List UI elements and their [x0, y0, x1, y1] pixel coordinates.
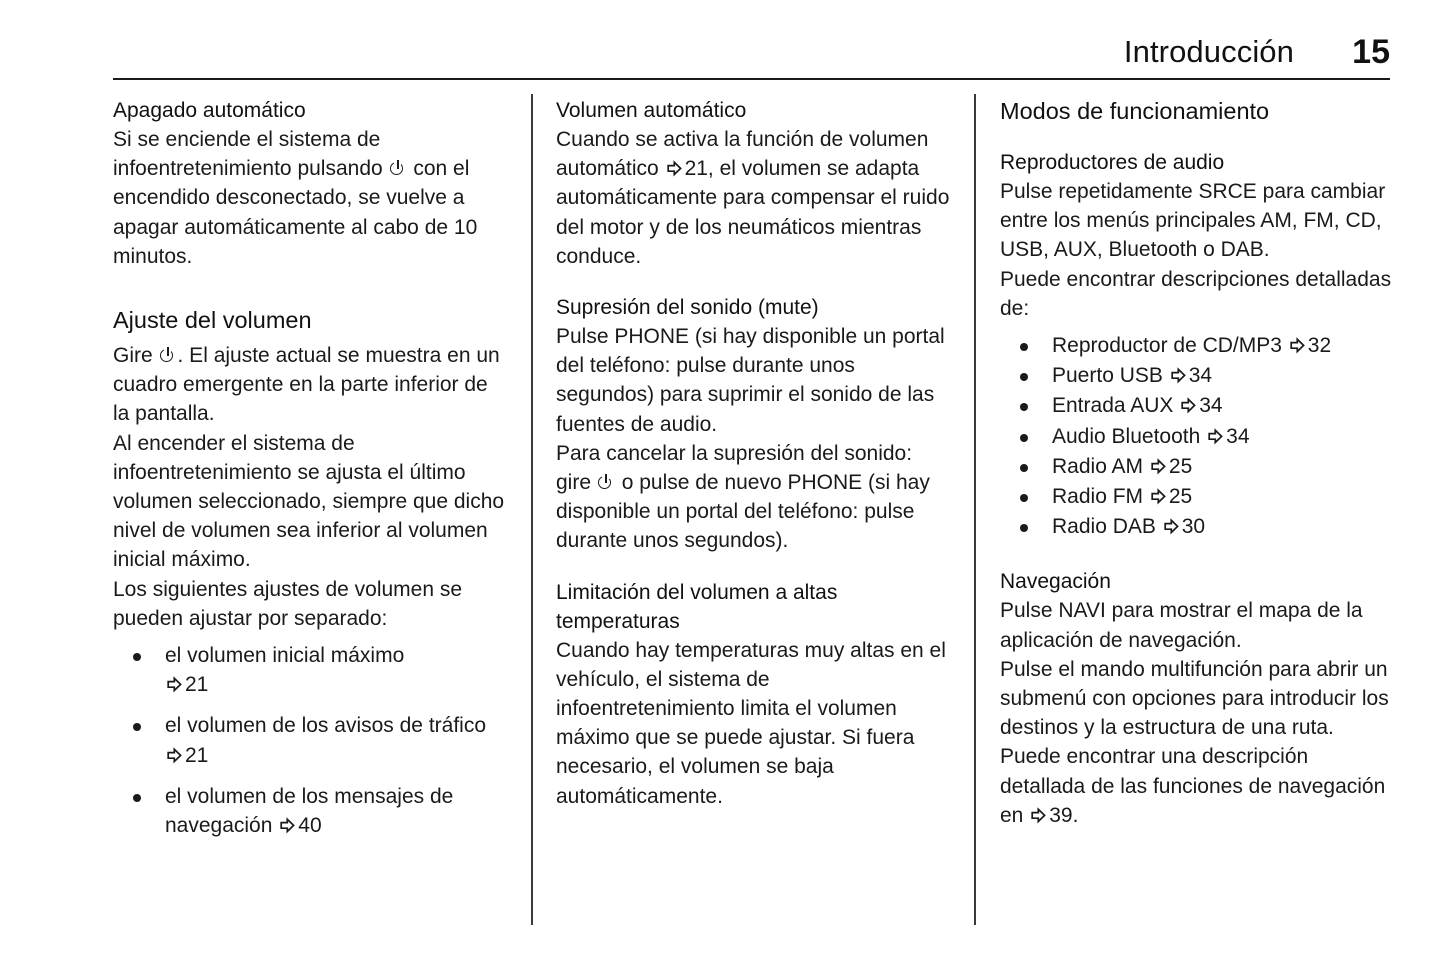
- text-part-1: Cuando se activa la función de volumen automático: [556, 128, 929, 181]
- list-item-label: el volumen de los mensajes de navegación: [165, 784, 454, 838]
- list-item-page-ref: 21: [185, 743, 209, 767]
- bullet-dot-icon: [1020, 343, 1028, 351]
- bullet-dot-icon: [1020, 464, 1028, 472]
- content-columns: [0, 96, 1445, 936]
- text-before-power-icon-2: Gire: [113, 344, 159, 368]
- text-after-power-icon-3: o pulse de nuevo PHONE (si hay disponible un portal del teléfono: pulse durante unos segundos).: [556, 471, 930, 553]
- heading-supresion-del-sonido: Supresión del sonido (mute): [556, 296, 819, 320]
- list-item-label: Puerto USB: [1052, 364, 1163, 388]
- paragraph-cancelar-supresion: [556, 439, 952, 556]
- text-before-power-icon: Si se enciende el sistema de infoentretenimiento pulsando: [113, 128, 389, 181]
- text-part-1: Puede encontrar una descripción detallada de las funciones de navegación en: [1000, 745, 1386, 827]
- page-header: [113, 34, 1390, 78]
- list-item: [113, 641, 509, 699]
- heading-apagado-automatico: Apagado automático: [113, 99, 306, 122]
- bullet-dot-icon: [133, 794, 141, 802]
- page-ref: 39: [1049, 803, 1073, 827]
- page-ref: 21: [684, 157, 708, 181]
- list-item-label: Entrada AUX: [1052, 394, 1174, 418]
- list-item: [1000, 452, 1396, 481]
- list-item: [113, 711, 509, 769]
- column-divider-2: [974, 94, 976, 925]
- list-fuentes-audio: [1000, 331, 1396, 541]
- list-item: [1000, 391, 1396, 420]
- heading-navegacion: Navegación: [1000, 570, 1111, 594]
- paragraph-pulse-phone: Pulse PHONE (si hay disponible un portal del teléfono: pulse durante unos segundos) para suprimir el sonido de las fuentes de audio.: [556, 325, 945, 436]
- bullet-dot-icon: [133, 723, 141, 731]
- heading-ajuste-del-volumen: Ajuste del volumen: [113, 307, 312, 334]
- heading-limitacion-volumen: Limitación del volumen a altas temperaturas: [556, 580, 838, 633]
- page-reference-arrow-icon: [1180, 397, 1197, 414]
- list-item-page-ref: 32: [1307, 334, 1332, 358]
- page-reference-arrow-icon: [166, 676, 183, 693]
- list-item-label: Reproductor de CD/MP3: [1052, 334, 1282, 358]
- list-item-label: el volumen de los avisos de tráfico: [165, 714, 486, 738]
- paragraph-limitacion-volumen: Cuando hay temperaturas muy altas en el vehículo, el sistema de infoentretenimiento limita el volumen máximo que se puede ajustar. Si fuera necesario, el volumen se baja automáticamente.: [556, 638, 946, 808]
- power-symbol-icon: [390, 160, 407, 177]
- text-before-power-icon-3: Para cancelar la supresión del sonido: gire: [556, 441, 913, 495]
- column-3: [1000, 96, 1396, 830]
- list-item-page-ref: 25: [1168, 485, 1193, 509]
- bullet-dot-icon: [1020, 494, 1028, 502]
- list-item: [1000, 331, 1396, 360]
- page-number: 15: [1352, 33, 1390, 71]
- page-reference-arrow-icon: [279, 817, 296, 834]
- page-reference-arrow-icon: [166, 747, 183, 764]
- text-part-2: .: [1072, 803, 1079, 827]
- bullet-dot-icon: [1020, 434, 1028, 442]
- bullet-dot-icon: [133, 653, 141, 661]
- bullet-dot-icon: [1020, 524, 1028, 532]
- list-item-page-ref: 21: [185, 673, 209, 697]
- paragraph-mando-multifuncion: Pulse el mando multifunción para abrir un submenú con opciones para introducir los destinos y la estructura de una ruta.: [1000, 657, 1389, 740]
- paragraph-descripcion-navegacion: [1000, 742, 1396, 830]
- heading-reproductores-de-audio: Reproductores de audio: [1000, 151, 1225, 174]
- bullet-dot-icon: [1020, 403, 1028, 411]
- column-1: [113, 96, 509, 840]
- column-divider-1: [531, 94, 533, 925]
- heading-modos-de-funcionamiento: Modos de funcionamiento: [1000, 98, 1270, 124]
- list-item: [113, 782, 509, 840]
- page-reference-arrow-icon: [1207, 428, 1224, 445]
- header-divider-rule: [113, 78, 1390, 80]
- paragraph-volumen-automatico: [556, 125, 952, 271]
- text-after-power-icon: con el encendido desconectado, se vuelve a apagar automáticamente al cabo de 10 minutos.: [113, 157, 478, 268]
- list-item: [1000, 482, 1396, 511]
- paragraph-gire-volumen: [113, 341, 509, 429]
- paragraph-pulse-navi: Pulse NAVI para mostrar el mapa de la aplicación de navegación.: [1000, 599, 1363, 652]
- paragraph-ajustes-separado: Los siguientes ajustes de volumen se pueden ajustar por separado:: [113, 577, 463, 630]
- list-item-page-ref: 25: [1168, 454, 1193, 478]
- list-item-label: el volumen inicial máximo: [165, 644, 405, 668]
- page-reference-arrow-icon: [1150, 458, 1167, 475]
- list-item-page-ref: 40: [298, 814, 322, 838]
- page-reference-arrow-icon: [1163, 518, 1180, 535]
- list-item-page-ref: 34: [1199, 394, 1223, 418]
- page-reference-arrow-icon: [1170, 367, 1187, 384]
- paragraph-descripciones-detalladas: Puede encontrar descripciones detalladas de:: [1000, 267, 1392, 320]
- page-reference-arrow-icon: [1289, 337, 1306, 354]
- list-item-page-ref: 30: [1181, 515, 1206, 539]
- page-reference-arrow-icon: [666, 160, 683, 177]
- list-item: [1000, 512, 1396, 541]
- list-item-label: Radio DAB: [1052, 515, 1156, 539]
- page-reference-arrow-icon: [1150, 488, 1167, 505]
- paragraph-apagado-automatico: [113, 125, 509, 271]
- list-item-page-ref: 34: [1188, 364, 1213, 388]
- list-item-page-ref: 34: [1226, 424, 1250, 448]
- list-ajustes-volumen: [113, 641, 509, 840]
- column-2: [556, 96, 952, 811]
- text-part-2: , el volumen se adapta automáticamente para compensar el ruido del motor y de los neumáticos mientras conduce.: [556, 157, 950, 268]
- list-item-label: Radio FM: [1052, 485, 1144, 509]
- paragraph-ultimo-volumen: Al encender el sistema de infoentretenimiento se ajusta el último volumen seleccionado, siempre que dicho nivel de volumen sea inferior al volumen inicial máximo.: [113, 431, 505, 572]
- list-item-label: Radio AM: [1052, 454, 1144, 478]
- power-symbol-icon: [598, 474, 615, 491]
- text-after-power-icon-2: . El ajuste actual se muestra en un cuadro emergente en la parte inferior de la pantalla.: [113, 344, 500, 426]
- page-reference-arrow-icon: [1030, 807, 1047, 824]
- heading-volumen-automatico: Volumen automático: [556, 99, 747, 122]
- page-title: Introducción: [1123, 34, 1294, 69]
- power-symbol-icon: [160, 347, 177, 364]
- list-item: [1000, 361, 1396, 390]
- list-item: [1000, 422, 1396, 451]
- paragraph-pulse-srce: Pulse repetidamente SRCE para cambiar entre los menús principales AM, FM, CD, USB, AUX, Bluetooth o DAB.: [1000, 180, 1386, 262]
- list-item-label: Audio Bluetooth: [1052, 424, 1201, 448]
- bullet-dot-icon: [1020, 373, 1028, 381]
